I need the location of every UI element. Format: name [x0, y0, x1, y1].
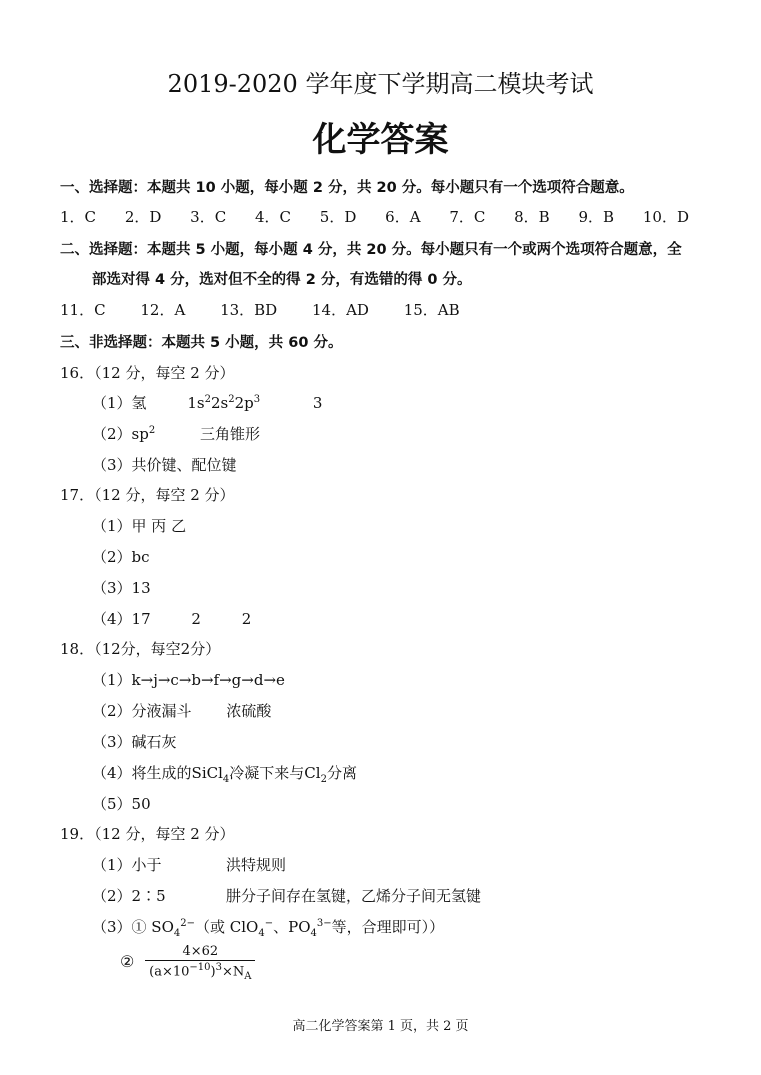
- q16-part3: （3）共价键、配位键: [92, 456, 237, 474]
- q19-part2-extra: 肼分子间存在氢键，乙烯分子间无氢键: [226, 887, 482, 905]
- answer-3: 3．C: [190, 208, 227, 226]
- section2-heading-line2: 部选对得 4 分，选对但不全的得 2 分，有选错的得 0 分。: [92, 272, 472, 288]
- q19-header: 19．（12 分，每空 2 分）: [60, 825, 235, 843]
- q19-part3: （3）① $SO_4^{2-}$（或 ClO$_4$−、$PO_4^{3-}$等，合理即可））: [92, 918, 445, 939]
- answer-11: 11．C: [60, 301, 106, 319]
- answer-10: 10．D: [642, 208, 689, 226]
- q16-part1-label: （1）氢: [92, 394, 147, 412]
- section1-heading: 一、选择题：本题共 10 小题，每小题 2 分，共 20 分。每小题只有一个选项符合题意。: [60, 180, 634, 196]
- page-title: 2019-2020 学年度下学期高二模块考试: [167, 70, 594, 98]
- q16-part2-sup: 2: [148, 425, 156, 436]
- answer-13: 13．BD: [220, 301, 278, 319]
- page-footer: 高二化学答案第 1 页，共 2 页: [292, 1019, 469, 1034]
- q17-part4-b: 2: [191, 610, 201, 628]
- answer-15: 15．AB: [403, 301, 460, 319]
- q18-header: 18．（12分，每空2分）: [60, 640, 221, 658]
- answer-1: 1．C: [60, 208, 97, 226]
- q19-part3-2: [120, 944, 255, 982]
- page-subtitle: 化学答案: [312, 120, 449, 160]
- q17-part2: （2）bc: [92, 548, 150, 566]
- q16-part2: [92, 423, 260, 444]
- section2-answers: [60, 299, 460, 320]
- q18-part2-extra: 浓硫酸: [226, 702, 272, 720]
- electron-config: $1s^22s^22p^3$: [187, 394, 261, 412]
- q18-part3: （3）碱石灰: [92, 733, 177, 751]
- answer-7: 7．C: [449, 208, 486, 226]
- answer-2: 2．D: [124, 208, 162, 226]
- q17-part3: （3）13: [92, 579, 151, 597]
- q18-part2-label: （2）分液漏斗: [92, 702, 192, 720]
- q18-part4: （4）将生成的SiCl$_4$冷凝下来与$Cl_2$分离: [92, 764, 357, 785]
- answer-12: 12．A: [140, 301, 186, 319]
- q16-part1-extra: 3: [312, 394, 323, 412]
- q19-part1: [92, 854, 287, 875]
- q16-part2-extra: 三角锥形: [200, 425, 261, 443]
- q19-part2: [92, 885, 482, 906]
- q17-part1: （1）甲 丙 乙: [92, 517, 187, 535]
- q18-part1: （1）k→j→c→b→f→g→d→e: [92, 671, 285, 689]
- q18-part2: [92, 700, 271, 721]
- answer-4: 4．C: [254, 208, 292, 226]
- section3-heading: 三、非选择题：本题共 5 小题，共 60 分。: [60, 335, 343, 351]
- circle-two: ②: [120, 951, 135, 971]
- answer-8: 8．B: [514, 208, 550, 226]
- answer-9: 9．B: [578, 208, 615, 226]
- q16-header: 16．（12 分，每空 2 分）: [60, 364, 235, 382]
- answer-6: 6．A: [385, 208, 421, 226]
- q17-part4-label: （4）17: [92, 610, 151, 628]
- q16-part2-label: （2）sp: [92, 425, 149, 443]
- answer-5: 5．D: [319, 208, 357, 226]
- answer-14: 14．AD: [311, 301, 369, 319]
- section1-answers: [60, 206, 689, 227]
- q16-part1: [92, 392, 322, 413]
- formula-denominator: $(a\times 10^{-10})^3\times N_A$: [149, 962, 252, 982]
- formula-numerator: 4×62: [145, 944, 255, 961]
- q19-part1-label: （1）小于: [92, 856, 162, 874]
- density-formula: [145, 944, 255, 982]
- q17-part4-c: 2: [241, 610, 252, 628]
- q17-part4: [92, 608, 251, 629]
- q18-part5: （5）50: [92, 795, 151, 813]
- q17-header: 17．（12 分，每空 2 分）: [60, 486, 235, 504]
- section2-heading-line1: 二、选择题：本题共 5 小题，每小题 4 分，共 20 分。每小题只有一个或两个选项符合题意，全: [60, 242, 682, 258]
- q19-part1-extra: 洪特规则: [226, 856, 287, 874]
- q19-part2-label: （2）2∶5: [92, 887, 166, 905]
